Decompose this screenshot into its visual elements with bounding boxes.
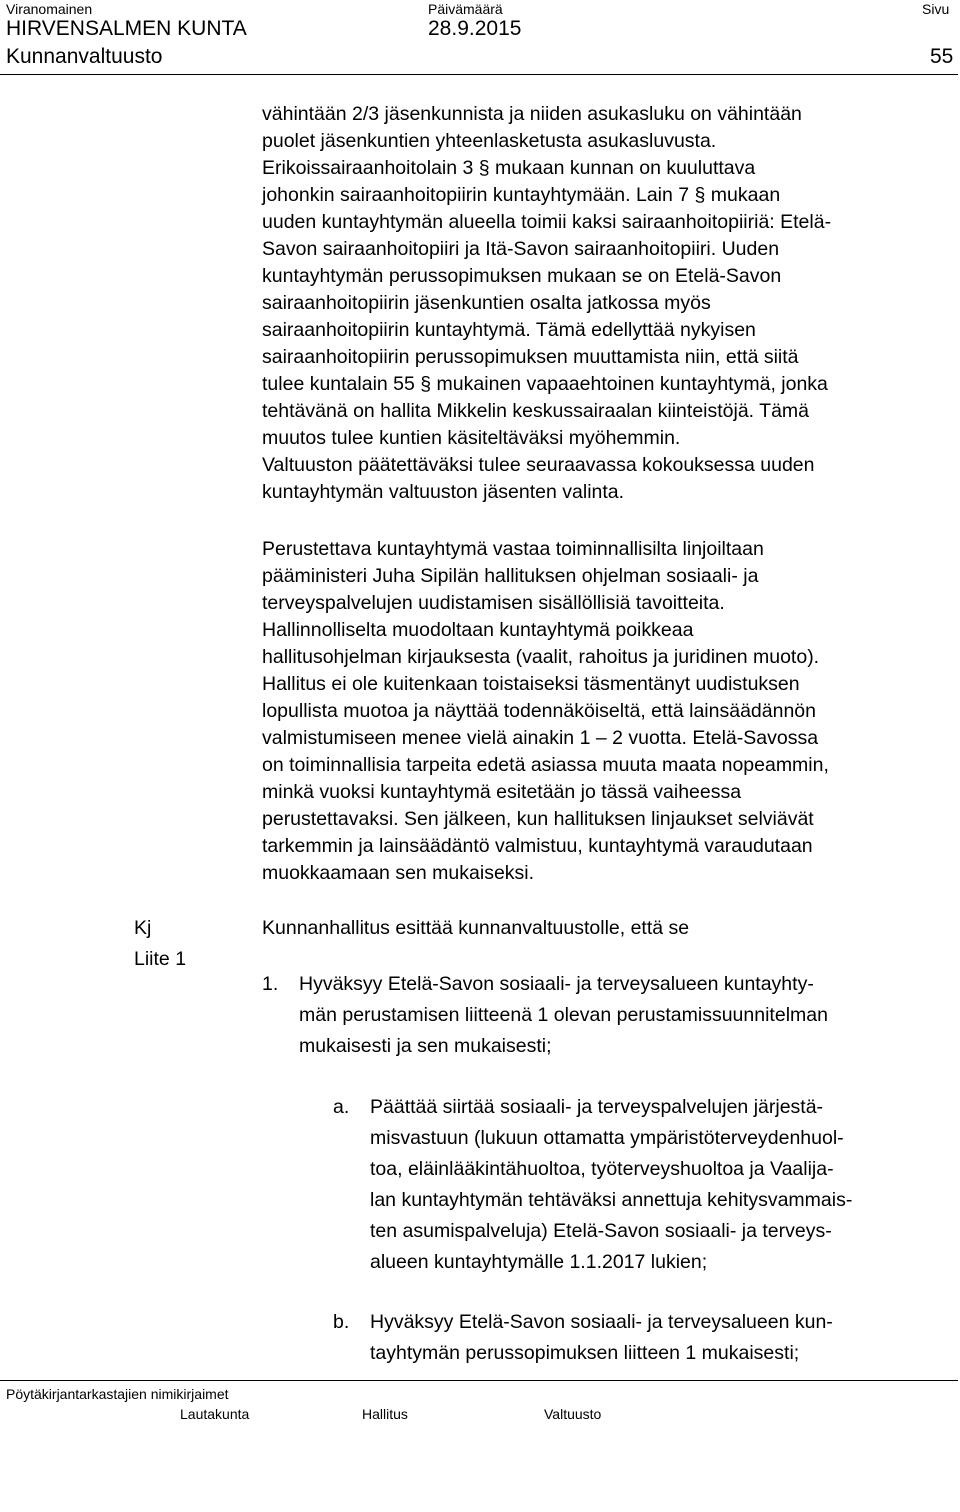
footer-government: Hallitus [362, 1406, 408, 1422]
item-b-text [370, 1307, 833, 1369]
text-line: misvastuun (lukuun ottamatta ympäristöterveydenhuol- [370, 1127, 844, 1149]
text-line: muokkaamaan sen mukaiseksi. [262, 862, 535, 884]
text-line: ten asumispalveluja) Etelä-Savon sosiaali- ja terveys- [370, 1220, 832, 1242]
date-label: Päivämäärä [428, 1, 503, 17]
text-line: muutos tulee kuntien käsiteltäväksi myöhemmin. [262, 427, 681, 449]
text-line: perustettavaksi. Sen jälkeen, kun hallituksen linjaukset selviävät [262, 808, 814, 830]
text-line: johonkin sairaanhoitopiirin kuntayhtymään. Lain 7 § mukaan [262, 184, 781, 206]
page-number: 55 [930, 45, 954, 68]
text-line: minkä vuoksi kuntayhtymä esitetään jo tässä vaiheessa [262, 781, 742, 803]
text-line: toa, eläinlääkintähuoltoa, työterveyshuoltoa ja Vaalija- [370, 1158, 834, 1180]
side-note-line: Kj [134, 917, 152, 939]
header-rule [0, 74, 958, 75]
text-line: Päättää siirtää sosiaali- ja terveyspalvelujen järjestä- [370, 1096, 824, 1118]
text-line: sairaanhoitopiirin jäsenkuntien osalta jatkossa myös [262, 292, 711, 314]
text-line: tehtävänä on hallita Mikkelin keskussairaalan kiinteistöjä. Tämä [262, 400, 810, 422]
page-label: Sivu [922, 1, 950, 17]
item-1-number: 1. [262, 973, 279, 995]
item-b-letter: b. [333, 1311, 350, 1333]
footer-rule [0, 1380, 958, 1381]
text-line: Perustettava kuntayhtymä vastaa toiminnallisilta linjoiltaan [262, 538, 764, 560]
text-line: Valtuuston päätettäväksi tulee seuraavassa kokouksessa uuden [262, 454, 815, 476]
paragraph-2 [262, 536, 952, 887]
text-line: sairaanhoitopiirin kuntayhtymä. Tämä edellyttää nykyisen [262, 319, 756, 341]
meeting-date: 28.9.2015 [428, 17, 522, 40]
text-line: pääministeri Juha Sipilän hallituksen ohjelman sosiaali- ja [262, 565, 759, 587]
council-name: Kunnanvaltuusto [6, 45, 163, 68]
text-line: puolet jäsenkuntien yhteenlasketusta asukasluvusta. [262, 130, 717, 152]
text-line: hallitusohjelman kirjauksesta (vaalit, rahoitus ja juridinen muoto). [262, 646, 820, 668]
item-a-text [370, 1092, 852, 1278]
text-line: sairaanhoitopiirin perussopimuksen muuttamista niin, että siitä [262, 346, 799, 368]
text-line: lopullista muotoa ja näyttää todennäköiseltä, että lainsäädännön [262, 700, 816, 722]
authority-label: Viranomainen [6, 1, 93, 17]
text-line: Hallinnolliselta muodoltaan kuntayhtymä poikkeaa [262, 619, 694, 641]
text-line: uuden kuntayhtymän alueella toimii kaksi sairaanhoitopiiriä: Etelä- [262, 211, 832, 233]
text-line: valmistumiseen menee vielä ainakin 1 – 2 vuotta. Etelä-Savossa [262, 727, 819, 749]
footer-board: Lautakunta [180, 1406, 250, 1422]
text-line: kuntayhtymän perussopimuksen mukaan se on Etelä-Savon [262, 265, 782, 287]
footer-title: Pöytäkirjantarkastajien nimikirjaimet [6, 1386, 229, 1402]
item-a-letter: a. [333, 1096, 350, 1118]
text-line: Erikoissairaanhoitolain 3 § mukaan kunnan on kuuluttava [262, 157, 756, 179]
text-line: terveyspalvelujen uudistamisen sisällöllisiä tavoitteita. [262, 592, 725, 614]
footer-council: Valtuusto [544, 1406, 602, 1422]
municipality-name: HIRVENSALMEN KUNTA [6, 17, 247, 40]
text-line: lan kuntayhtymän tehtäväksi annettuja kehitysvammais- [370, 1189, 853, 1211]
proposal-intro: Kunnanhallitus esittää kunnanvaltuustolle, että se [262, 917, 690, 939]
item-1-text [299, 969, 828, 1062]
text-line: tayhtymän perussopimuksen liitteen 1 mukaisesti; [370, 1342, 800, 1364]
text-line: Hyväksyy Etelä-Savon sosiaali- ja terveysalueen kun- [370, 1311, 833, 1333]
text-line: alueen kuntayhtymälle 1.1.2017 lukien; [370, 1251, 708, 1273]
text-line: Hyväksyy Etelä-Savon sosiaali- ja terveysalueen kuntayhty- [299, 973, 814, 995]
text-line: Savon sairaanhoitopiiri ja Itä-Savon sairaanhoitopiiri. Uuden [262, 238, 780, 260]
paragraph-1 [262, 101, 952, 506]
text-line: tarkemmin ja lainsäädäntö valmistuu, kuntayhtymä varaudutaan [262, 835, 813, 857]
text-line: vähintään 2/3 jäsenkunnista ja niiden asukasluku on vähintään [262, 103, 802, 125]
text-line: män perustamisen liitteenä 1 olevan perustamissuunnitelman [299, 1004, 828, 1026]
text-line: Hallitus ei ole kuitenkaan toistaiseksi täsmentänyt uudistuksen [262, 673, 800, 695]
text-line: kuntayhtymän valtuuston jäsenten valinta. [262, 481, 625, 503]
text-line: mukaisesti ja sen mukaisesti; [299, 1035, 552, 1057]
text-line: tulee kuntalain 55 § mukainen vapaaehtoinen kuntayhtymä, jonka [262, 373, 828, 395]
text-line: on toiminnallisia tarpeita edetä asiassa muuta maata nopeammin, [262, 754, 829, 776]
side-note [134, 913, 186, 975]
side-note-line: Liite 1 [134, 948, 187, 970]
